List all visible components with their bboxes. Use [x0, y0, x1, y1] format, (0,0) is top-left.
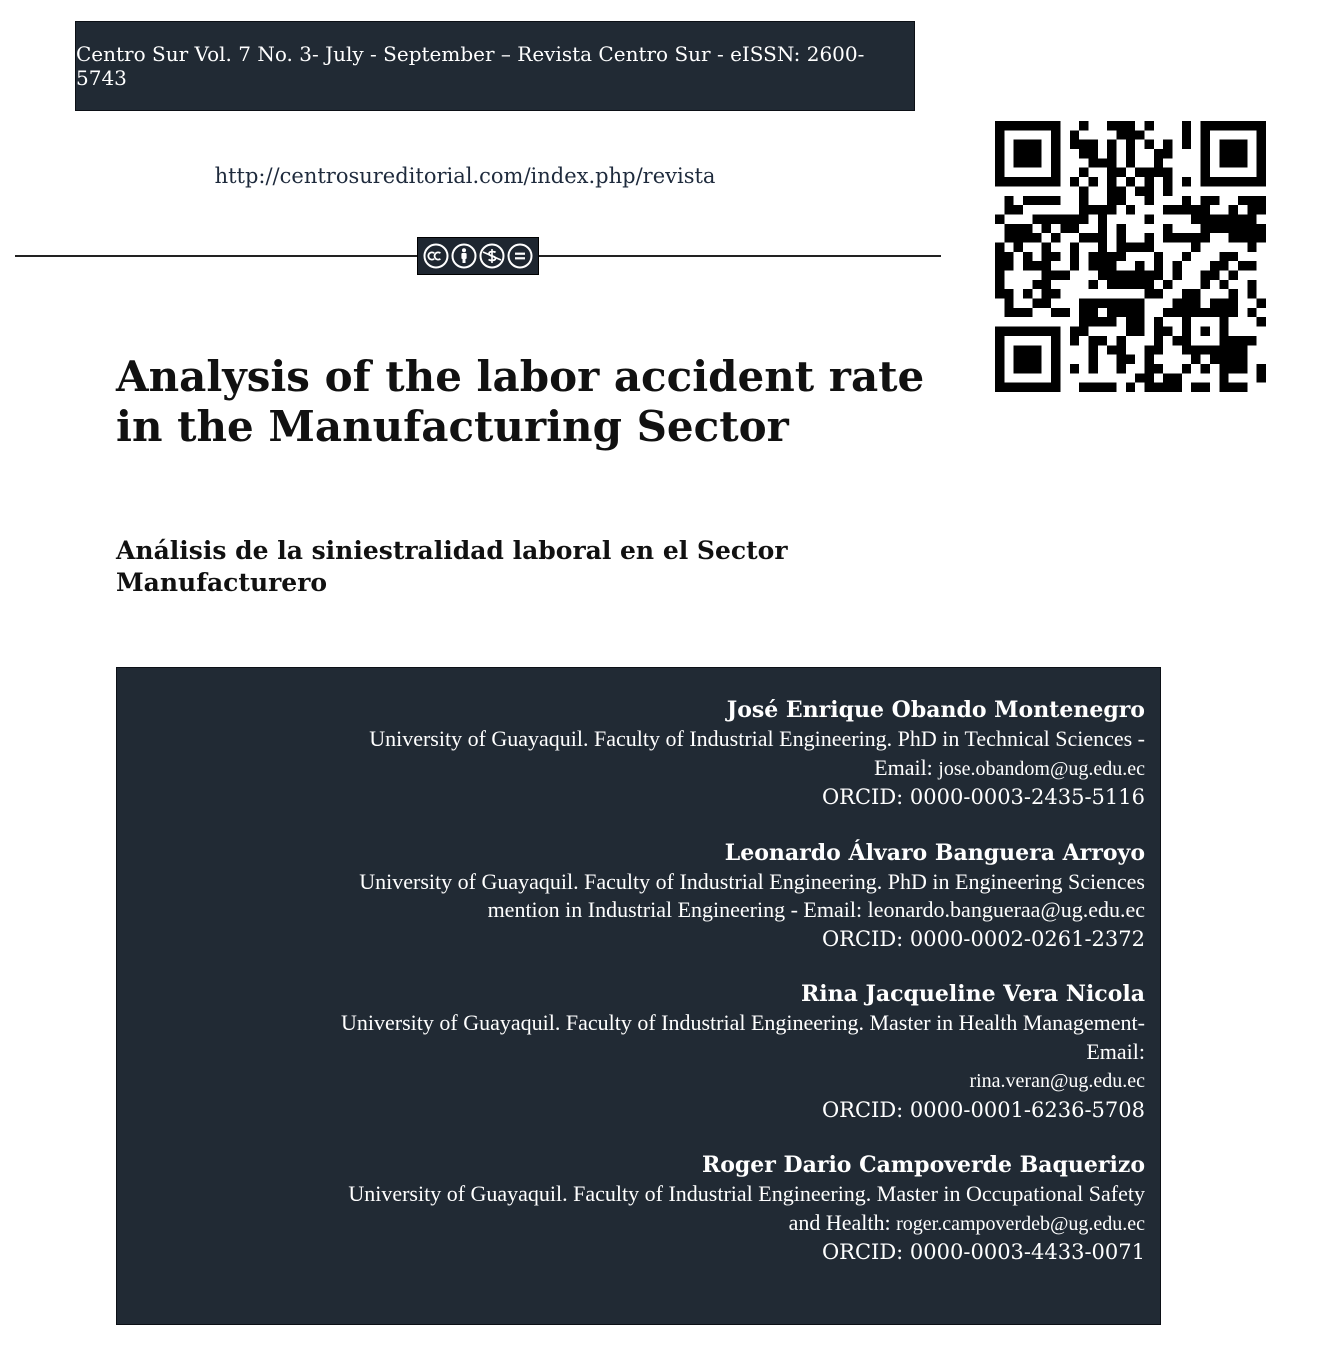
subtitle-line-2: Manufacturero	[116, 568, 328, 597]
qr-code-icon[interactable]	[995, 121, 1266, 392]
author-orcid: ORCID: 0000-0001-6236-5708	[821, 1097, 1145, 1122]
journal-url[interactable]: http://centrosureditorial.com/index.php/revista	[214, 164, 716, 188]
creative-commons-badge[interactable]	[417, 237, 539, 275]
nd-icon	[507, 243, 533, 269]
author-email-line	[117, 1209, 1145, 1239]
author-name: Rina Jacqueline Vera Nicola	[800, 981, 1145, 1007]
author-name: Roger Dario Campoverde Baquerizo	[701, 1152, 1145, 1178]
author-affiliation-continued: and Health:	[788, 1209, 897, 1235]
author-name: Leonardo Álvaro Banguera Arroyo	[724, 839, 1145, 866]
author-email[interactable]: jose.obandom@ug.edu.ec	[938, 757, 1145, 780]
author-affiliation: University of Guayaquil. Faculty of Industrial Engineering. PhD in Engineering Sciences	[359, 868, 1145, 894]
cc-icon	[423, 243, 449, 269]
by-icon	[451, 243, 477, 269]
article-title	[116, 352, 936, 452]
author-name: José Enrique Obando Montenegro	[726, 697, 1145, 723]
author-email-line	[117, 1066, 1145, 1096]
article-subtitle-spanish	[116, 535, 876, 599]
author-affiliation-continued: Email:	[1086, 1038, 1145, 1064]
title-line-2: in the Manufacturing Sector	[116, 402, 789, 451]
author-block	[117, 980, 1145, 1124]
author-orcid: ORCID: 0000-0002-0261-2372	[821, 926, 1145, 951]
author-block	[117, 1151, 1145, 1267]
author-affiliation-continued: mention in Industrial Engineering - Email:	[487, 897, 868, 922]
subtitle-line-1: Análisis de la siniestralidad laboral en el Sector	[116, 536, 788, 565]
author-affiliation: University of Guayaquil. Faculty of Industrial Engineering. Master in Health Management-	[340, 1010, 1145, 1035]
author-orcid: ORCID: 0000-0003-4433-0071	[821, 1240, 1145, 1264]
author-block	[117, 839, 1145, 954]
author-email-line	[117, 896, 1145, 925]
author-affiliation: University of Guayaquil. Faculty of Industrial Engineering. Master in Occupational Safety	[348, 1181, 1145, 1206]
author-email[interactable]: roger.campoverdeb@ug.edu.ec	[896, 1212, 1145, 1235]
authors-panel	[116, 667, 1161, 1325]
author-block	[117, 696, 1145, 812]
author-email-line	[117, 754, 1145, 784]
nc-icon	[479, 243, 505, 269]
author-affiliation-continued: Email:	[874, 754, 939, 780]
journal-header-bar	[75, 21, 915, 111]
author-affiliation: University of Guayaquil. Faculty of Industrial Engineering. PhD in Technical Sciences -	[369, 726, 1145, 751]
author-email[interactable]: rina.veran@ug.edu.ec	[969, 1070, 1145, 1092]
journal-line: Centro Sur Vol. 7 No. 3- July - September – Revista Centro Sur - eISSN: 2600-5743	[76, 42, 865, 90]
author-orcid: ORCID: 0000-0003-2435-5116	[821, 785, 1145, 809]
title-line-1: Analysis of the labor accident rate	[116, 352, 925, 401]
author-email[interactable]: leonardo.bangueraa@ug.edu.ec	[867, 897, 1145, 922]
